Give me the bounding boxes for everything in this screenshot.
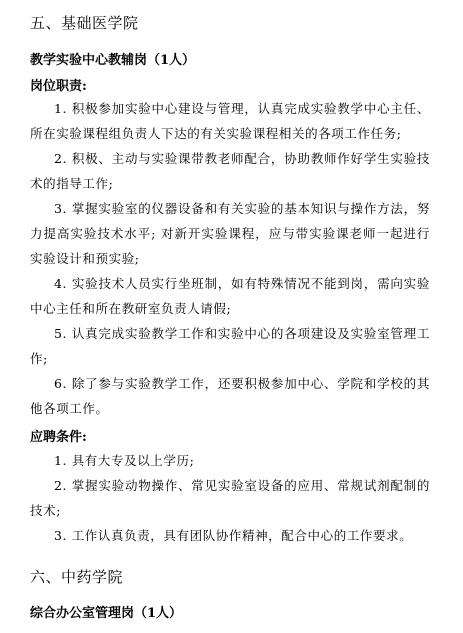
requirements-label: 应聘条件: <box>30 430 87 445</box>
post-title-teaching-lab: 教学实验中心教辅岗（1人） <box>30 53 196 68</box>
duty-item-1: 1. 积极参加实验中心建设与管理，认真完成实验教学中心主任、所在实验课程组负责人下达的有关实验课程相关的各项工作任务; <box>30 101 430 141</box>
duties-label: 岗位职责: <box>30 79 87 94</box>
post-title-general-office: 综合办公室管理岗（1人） <box>30 606 183 621</box>
section-heading-basic-medicine: 五、基础医学院 <box>30 14 139 32</box>
requirement-item-2: 2. 掌握实验动物操作、常见实验室设备的应用、常规试剂配制的技术; <box>30 478 430 518</box>
requirement-item-3: 3. 工作认真负责，具有团队协作精神，配合中心的工作要求。 <box>54 528 413 543</box>
duty-item-6: 6. 除了参与实验教学工作，还要积极参加中心、学院和学校的其他各项工作。 <box>30 376 430 416</box>
section-heading-chinese-medicine: 六、中药学院 <box>30 568 124 586</box>
duty-item-3: 3. 掌握实验室的仪器设备和有关实验的基本知识与操作方法，努力提高实验技术水平; 对新开实验课程，应与带实验课老师一起进行实验设计和预实验; <box>30 201 430 266</box>
duty-item-2: 2. 积极、主动与实验课带教老师配合，协助教师作好学生实验技术的指导工作; <box>30 151 430 191</box>
duty-item-4: 4. 实验技术人员实行坐班制，如有特殊情况不能到岗，需向实验中心主任和所在教研室负责人请假; <box>30 276 430 316</box>
requirement-item-1: 1. 具有大专及以上学历; <box>54 453 195 468</box>
duty-item-5: 5. 认真完成实验教学工作和实验中心的各项建设及实验室管理工作; <box>30 326 430 366</box>
